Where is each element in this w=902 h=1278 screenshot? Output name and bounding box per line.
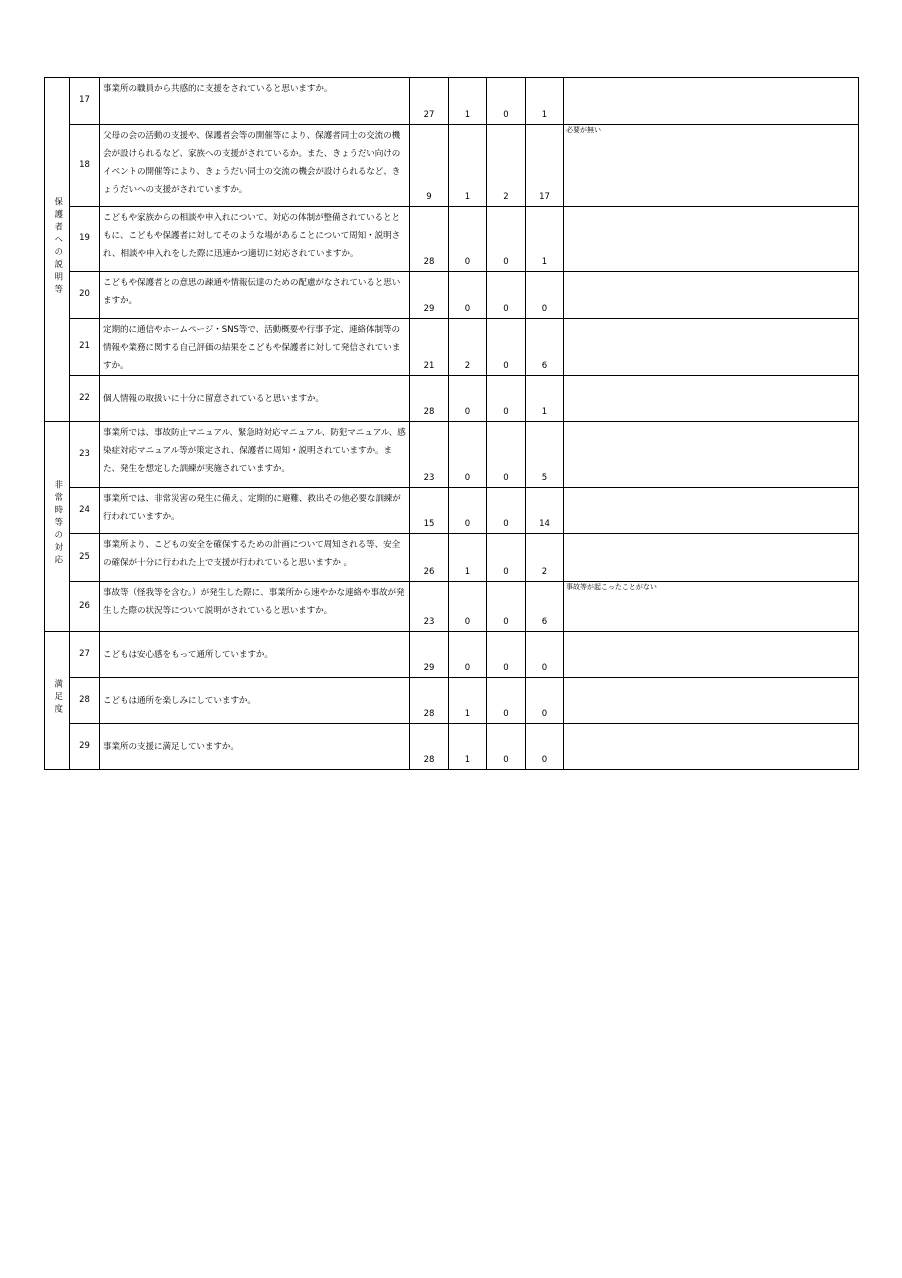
answer-unknown-count: 1: [526, 207, 564, 272]
question-text: 事故等（怪我等を含む。）が発生した際に、事業所から速やかな連絡や事故が発生した際の状況等について説明がされていると思いますか。: [100, 582, 410, 632]
item-number: 17: [70, 78, 100, 125]
item-number: 25: [70, 534, 100, 582]
question-text: こどもや保護者との意思の疎通や情報伝達のための配慮がなされていると思いますか。: [100, 272, 410, 319]
remark: [564, 376, 859, 422]
answer-unknown-count: 0: [526, 632, 564, 678]
answer-yes-count: 29: [410, 272, 449, 319]
item-number: 26: [70, 582, 100, 632]
answer-neutral-count: 0: [449, 488, 487, 534]
answer-no-count: 0: [487, 724, 526, 770]
question-text: こどもは通所を楽しみにしていますか。: [100, 678, 410, 724]
question-text: こどもや家族からの相談や申入れについて、対応の体制が整備されているとともに、こどもや保護者に対してそのような場があることについて周知・説明され、相談や申入れをした際に迅速かつ適切に対応されていますか。: [100, 207, 410, 272]
item-number: 23: [70, 422, 100, 488]
answer-neutral-count: 1: [449, 125, 487, 207]
answer-neutral-count: 1: [449, 78, 487, 125]
answer-neutral-count: 0: [449, 272, 487, 319]
question-text: 事業所では、事故防止マニュアル、緊急時対応マニュアル、防犯マニュアル、感染症対応マニュアル等が策定され、保護者に周知・説明されていますか。また、発生を想定した訓練が実施されていますか。: [100, 422, 410, 488]
item-number: 29: [70, 724, 100, 770]
answer-yes-count: 28: [410, 678, 449, 724]
survey-table: [44, 77, 859, 770]
answer-yes-count: 23: [410, 582, 449, 632]
answer-no-count: 0: [487, 632, 526, 678]
item-number: 21: [70, 319, 100, 376]
remark: [564, 272, 859, 319]
table-row: [45, 724, 859, 770]
answer-no-count: 0: [487, 78, 526, 125]
answer-no-count: 0: [487, 582, 526, 632]
answer-yes-count: 26: [410, 534, 449, 582]
answer-yes-count: 9: [410, 125, 449, 207]
answer-neutral-count: 2: [449, 319, 487, 376]
answer-yes-count: 21: [410, 319, 449, 376]
remark: [564, 422, 859, 488]
item-number: 19: [70, 207, 100, 272]
answer-neutral-count: 0: [449, 376, 487, 422]
table-row: [45, 125, 859, 207]
answer-neutral-count: 0: [449, 582, 487, 632]
table-row: [45, 319, 859, 376]
table-row: [45, 632, 859, 678]
answer-no-count: 0: [487, 272, 526, 319]
remark: [564, 534, 859, 582]
answer-unknown-count: 1: [526, 376, 564, 422]
answer-no-count: 0: [487, 319, 526, 376]
remark: [564, 319, 859, 376]
answer-unknown-count: 17: [526, 125, 564, 207]
category-label: 非常時等の対応: [52, 479, 63, 568]
answer-neutral-count: 0: [449, 207, 487, 272]
remark: 必要が無い: [564, 125, 859, 207]
question-text: 父母の会の活動の支援や、保護者会等の開催等により、保護者同士の交流の機会が設けられるなど、家族への支援がされているか。また、きょうだい向けのイベントの開催等により、きょうだい同士の交流の機会が設けられるなど、きょうだいへの支援がされていますか。: [100, 125, 410, 207]
answer-no-count: 2: [487, 125, 526, 207]
answer-no-count: 0: [487, 422, 526, 488]
item-number: 18: [70, 125, 100, 207]
item-number: 24: [70, 488, 100, 534]
question-text: 定期的に通信やホームページ・SNS等で、活動概要や行事予定、連絡体制等の情報や業務に関する自己評価の結果をこどもや保護者に対して発信されていますか。: [100, 319, 410, 376]
remark: [564, 78, 859, 125]
table-row: [45, 78, 859, 125]
table-row: [45, 534, 859, 582]
answer-unknown-count: 14: [526, 488, 564, 534]
item-number: 20: [70, 272, 100, 319]
remark: [564, 678, 859, 724]
category-satisfaction: [45, 632, 70, 770]
table-row: [45, 207, 859, 272]
answer-yes-count: 27: [410, 78, 449, 125]
answer-yes-count: 29: [410, 632, 449, 678]
answer-unknown-count: 0: [526, 678, 564, 724]
category-guardian-explanation: [45, 78, 70, 422]
answer-neutral-count: 1: [449, 724, 487, 770]
answer-unknown-count: 6: [526, 582, 564, 632]
table-row: [45, 488, 859, 534]
category-label: 保護者への説明等: [52, 196, 63, 297]
question-text: 事業所では、非常災害の発生に備え、定期的に避難、救出その他必要な訓練が行われていますか。: [100, 488, 410, 534]
answer-no-count: 0: [487, 534, 526, 582]
answer-neutral-count: 0: [449, 632, 487, 678]
answer-neutral-count: 1: [449, 534, 487, 582]
table-row: [45, 678, 859, 724]
answer-yes-count: 28: [410, 207, 449, 272]
category-emergency: [45, 422, 70, 632]
item-number: 28: [70, 678, 100, 724]
answer-unknown-count: 2: [526, 534, 564, 582]
answer-unknown-count: 1: [526, 78, 564, 125]
table-row: [45, 376, 859, 422]
remark: [564, 632, 859, 678]
answer-unknown-count: 0: [526, 272, 564, 319]
question-text: こどもは安心感をもって通所していますか。: [100, 632, 410, 678]
answer-unknown-count: 5: [526, 422, 564, 488]
remark: 事故等が起こったことがない: [564, 582, 859, 632]
question-text: 個人情報の取扱いに十分に留意されていると思いますか。: [100, 376, 410, 422]
remark: [564, 207, 859, 272]
category-label: 満足度: [52, 678, 63, 717]
answer-unknown-count: 0: [526, 724, 564, 770]
answer-yes-count: 28: [410, 724, 449, 770]
answer-neutral-count: 0: [449, 422, 487, 488]
answer-no-count: 0: [487, 678, 526, 724]
question-text: 事業所の職員から共感的に支援をされていると思いますか。: [100, 78, 410, 125]
item-number: 27: [70, 632, 100, 678]
remark: [564, 724, 859, 770]
answer-yes-count: 23: [410, 422, 449, 488]
question-text: 事業所より、こどもの安全を確保するための計画について周知される等、安全の確保が十分に行われた上で支援が行われていると思いますか 。: [100, 534, 410, 582]
answer-no-count: 0: [487, 207, 526, 272]
remark: [564, 488, 859, 534]
table-row: [45, 582, 859, 632]
answer-yes-count: 15: [410, 488, 449, 534]
table-row: [45, 422, 859, 488]
answer-unknown-count: 6: [526, 319, 564, 376]
answer-neutral-count: 1: [449, 678, 487, 724]
question-text: 事業所の支援に満足していますか。: [100, 724, 410, 770]
answer-no-count: 0: [487, 376, 526, 422]
answer-no-count: 0: [487, 488, 526, 534]
table-row: [45, 272, 859, 319]
answer-yes-count: 28: [410, 376, 449, 422]
item-number: 22: [70, 376, 100, 422]
